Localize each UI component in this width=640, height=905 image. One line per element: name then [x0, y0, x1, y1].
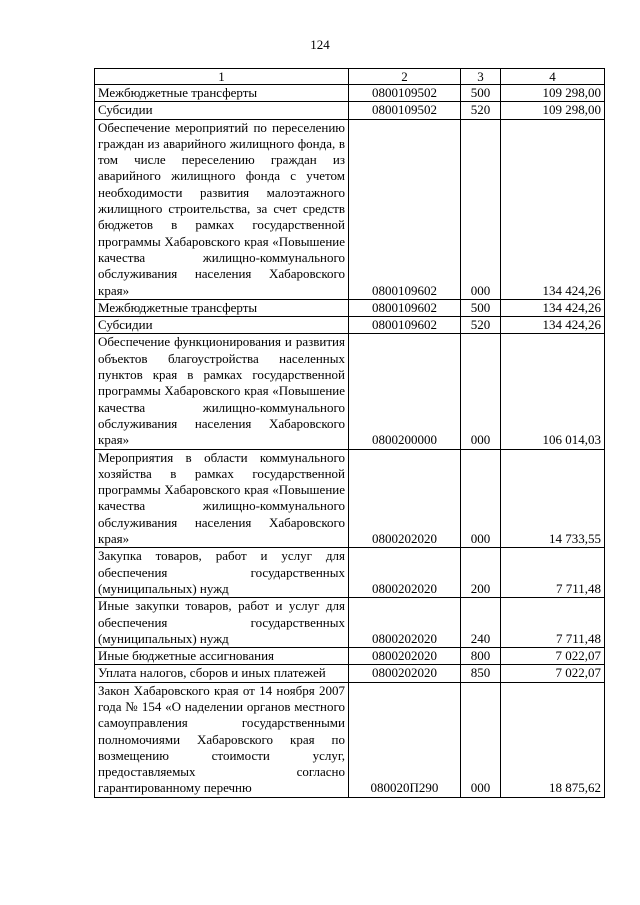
table-row	[95, 317, 605, 334]
table-row	[95, 334, 605, 449]
row-type: 000	[461, 449, 501, 548]
row-type: 520	[461, 317, 501, 334]
row-type: 000	[461, 334, 501, 449]
row-amount: 7 711,48	[501, 548, 605, 598]
row-code: 0800200000	[349, 334, 461, 449]
table-row	[95, 548, 605, 598]
row-code: 0800109502	[349, 85, 461, 102]
row-amount: 109 298,00	[501, 85, 605, 102]
row-amount: 109 298,00	[501, 102, 605, 119]
row-name: Межбюджетные трансферты	[95, 299, 349, 316]
row-amount: 134 424,26	[501, 299, 605, 316]
row-name: Закон Хабаровского края от 14 ноября 2007 года № 154 «О наделении органов местного самоуправления государственными полномочиями Хабаровского края по возмещению стоимости услуг, предоставляемых согласно гарантированному перечню	[95, 682, 349, 797]
table-row	[95, 449, 605, 548]
row-type: 000	[461, 119, 501, 299]
table-row	[95, 85, 605, 102]
table-row	[95, 648, 605, 665]
header-col-3: 3	[461, 69, 501, 85]
row-amount: 7 022,07	[501, 665, 605, 682]
row-code: 0800202020	[349, 548, 461, 598]
table-row	[95, 119, 605, 299]
row-code: 0800109602	[349, 317, 461, 334]
row-amount: 134 424,26	[501, 119, 605, 299]
row-type: 500	[461, 85, 501, 102]
row-amount: 134 424,26	[501, 317, 605, 334]
row-type: 520	[461, 102, 501, 119]
table-row	[95, 665, 605, 682]
row-code: 0800109602	[349, 299, 461, 316]
header-col-1: 1	[95, 69, 349, 85]
row-name: Субсидии	[95, 317, 349, 334]
row-code: 0800109602	[349, 119, 461, 299]
row-name: Межбюджетные трансферты	[95, 85, 349, 102]
row-name: Обеспечение мероприятий по переселению граждан из аварийного жилищного фонда, в том числе переселению граждан из аварийного жилищного фонда с учетом необходимости развития малоэтажного жилищного строительства, за счет средств бюджетов в рамках государственной программы Хабаровского края «Повышение качества жилищно-коммунального обслуживания населения Хабаровского края»	[95, 119, 349, 299]
row-name: Иные бюджетные ассигнования	[95, 648, 349, 665]
row-name: Закупка товаров, работ и услуг для обеспечения государственных (муниципальных) нужд	[95, 548, 349, 598]
row-code: 0800202020	[349, 449, 461, 548]
page-number: 124	[310, 37, 330, 52]
header-col-2: 2	[349, 69, 461, 85]
row-name: Иные закупки товаров, работ и услуг для обеспечения государственных (муниципальных) нужд	[95, 598, 349, 648]
row-name: Субсидии	[95, 102, 349, 119]
row-amount: 7 022,07	[501, 648, 605, 665]
row-code: 080020П290	[349, 682, 461, 797]
row-amount: 7 711,48	[501, 598, 605, 648]
row-type: 240	[461, 598, 501, 648]
row-type: 500	[461, 299, 501, 316]
row-name: Уплата налогов, сборов и иных платежей	[95, 665, 349, 682]
row-type: 850	[461, 665, 501, 682]
row-name: Мероприятия в области коммунального хозяйства в рамках государственной программы Хабаровского края «Повышение качества жилищно-коммунального обслуживания населения Хабаровского края»	[95, 449, 349, 548]
row-code: 0800202020	[349, 598, 461, 648]
row-amount: 18 875,62	[501, 682, 605, 797]
table-row	[95, 299, 605, 316]
row-type: 200	[461, 548, 501, 598]
row-amount: 106 014,03	[501, 334, 605, 449]
budget-table	[94, 68, 605, 798]
row-amount: 14 733,55	[501, 449, 605, 548]
table-row	[95, 682, 605, 797]
row-type: 800	[461, 648, 501, 665]
table-row	[95, 598, 605, 648]
header-col-4: 4	[501, 69, 605, 85]
row-code: 0800109502	[349, 102, 461, 119]
row-code: 0800202020	[349, 665, 461, 682]
row-code: 0800202020	[349, 648, 461, 665]
table-row	[95, 102, 605, 119]
row-name: Обеспечение функционирования и развития объектов благоустройства населенных пунктов края в рамках государственной программы Хабаровского края «Повышение качества жилищно-коммунального обслуживания населения Хабаровского края»	[95, 334, 349, 449]
row-type: 000	[461, 682, 501, 797]
table-header-row	[95, 69, 605, 85]
